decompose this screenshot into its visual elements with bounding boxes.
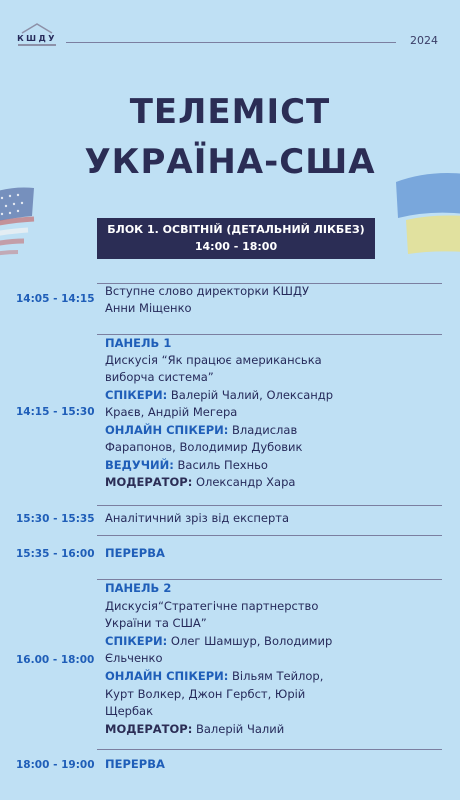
divider: [97, 505, 442, 506]
speakers-label: СПІКЕРИ:: [105, 388, 168, 402]
speakers-line: [105, 633, 332, 650]
block-header: [97, 218, 375, 259]
speakers-names: Єльченко: [105, 651, 163, 665]
discussion-title: виборча система”: [105, 370, 214, 384]
online-speakers-label: ОНЛАЙН СПІКЕРИ:: [105, 669, 229, 683]
session-time: 16.00 - 18:00: [16, 654, 95, 666]
break-label: ПЕРЕРВА: [105, 757, 165, 771]
panel-title: ПАНЕЛЬ 1: [105, 336, 172, 350]
online-speakers-names: Владислав: [228, 423, 298, 437]
session-time: 14:05 - 14:15: [16, 293, 95, 305]
header-divider: [66, 42, 396, 43]
title-line-1: ТЕЛЕМІСТ: [129, 92, 331, 132]
online-speakers-names: Вільям Тейлор,: [228, 669, 324, 683]
online-speakers-names: Курт Волкер, Джон Гербст, Юрій: [105, 687, 306, 701]
moderator-label: МОДЕРАТОР:: [105, 722, 193, 736]
year-label: 2024: [410, 34, 438, 47]
session-time: 15:35 - 16:00: [16, 548, 95, 560]
roof-icon: [20, 22, 54, 34]
session-time: 15:30 - 15:35: [16, 513, 95, 525]
session-text: Анни Міщенко: [105, 301, 192, 315]
logo-underline: [18, 44, 56, 46]
session-time: 18:00 - 19:00: [16, 759, 95, 771]
panel-title: ПАНЕЛЬ 2: [105, 581, 172, 595]
host-label: ВЕДУЧИЙ:: [105, 458, 174, 472]
block-title: БЛОК 1. ОСВІТНІЙ (ДЕТАЛЬНИЙ ЛІКБЕЗ): [107, 223, 365, 236]
discussion-title: Дискусія “Як працює американська: [105, 353, 322, 367]
speakers-line: [105, 387, 333, 404]
moderator-name: Олександр Хара: [192, 475, 296, 489]
block-time: 14:00 - 18:00: [194, 240, 278, 253]
speakers-names: Олег Шамшур, Володимир: [167, 634, 333, 648]
session-text: Аналітичний зріз від експерта: [105, 511, 290, 525]
speakers-names: Валерій Чалий, Олександр: [167, 388, 334, 402]
online-speakers-line: [105, 422, 297, 439]
host-name: Василь Пехньо: [173, 458, 268, 472]
session-time: 14:15 - 15:30: [16, 406, 95, 418]
break-label: ПЕРЕРВА: [105, 546, 165, 560]
divider: [97, 535, 442, 536]
session-text: Вступне слово директорки КШДУ: [105, 284, 309, 298]
kshdu-logo: [12, 22, 62, 46]
ukraine-flag-brushstroke: [392, 168, 460, 254]
online-speakers-names: Фарапонов, Володимир Дубовик: [105, 440, 303, 454]
moderator-name: Валерій Чалий: [192, 722, 285, 736]
moderator-line: [105, 474, 295, 491]
logo-text: КШДУ: [17, 34, 57, 43]
speakers-names: Краєв, Андрій Мегера: [105, 405, 238, 419]
moderator-label: МОДЕРАТОР:: [105, 475, 193, 489]
speakers-label: СПІКЕРИ:: [105, 634, 168, 648]
online-speakers-names: Щербак: [105, 704, 154, 718]
discussion-title: Дискусія“Стратегічне партнерство: [105, 599, 319, 613]
us-flag-brushstroke: [0, 186, 36, 266]
host-line: [105, 457, 268, 474]
moderator-line: [105, 721, 284, 738]
discussion-title: України та США”: [105, 616, 207, 630]
online-speakers-line: [105, 668, 323, 685]
online-speakers-label: ОНЛАЙН СПІКЕРИ:: [105, 423, 229, 437]
divider: [97, 749, 442, 750]
title-line-2: УКРАЇНА-США: [84, 142, 376, 182]
